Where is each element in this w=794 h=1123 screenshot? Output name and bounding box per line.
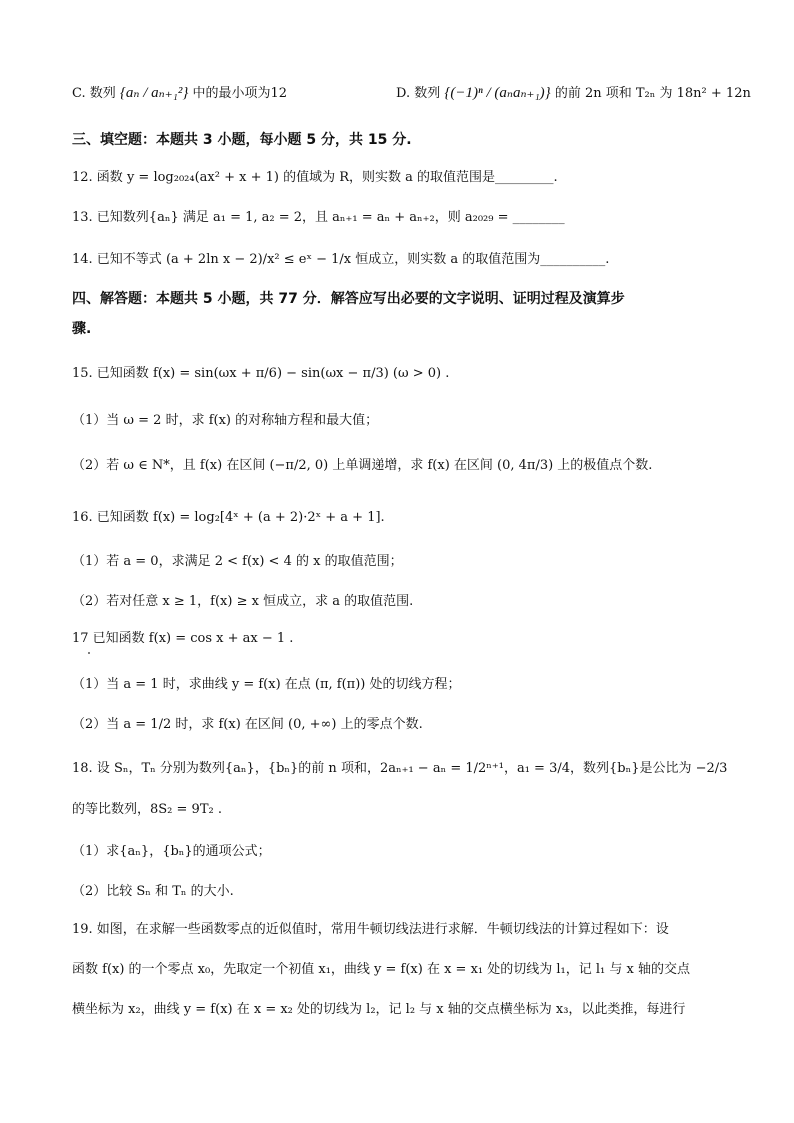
question-16-stem: 16. 已知函数 f(x) = log₂[4ˣ + (a + 2)·2ˣ + a + 1]. xyxy=(72,510,385,525)
option-c-label: C. xyxy=(72,86,86,101)
question-14: 14. 已知不等式 (a + 2ln x − 2)/x² ≤ eˣ − 1/x 恒成立，则实数 a 的取值范围为__________. xyxy=(72,252,610,267)
question-17-part1: （1）当 a = 1 时，求曲线 y = f(x) 在点 (π, f(π)) 处的切线方程； xyxy=(72,677,461,692)
question-17-part2: （2）当 a = 1/2 时，求 f(x) 在区间 (0, +∞) 上的零点个数. xyxy=(72,717,423,732)
section4-title-line1: 四、解答题：本题共 5 小题，共 77 分．解答应写出必要的文字说明、证明过程及演算步 xyxy=(72,291,625,307)
question-18-stem-line1: 18. 设 Sₙ，Tₙ 分别为数列{aₙ}，{bₙ}的前 n 项和，2aₙ₊₁ − aₙ = 1/2ⁿ⁺¹，a₁ = 3/4，数列{bₙ}是公比为 −2/3 xyxy=(72,761,728,776)
option-d-label: D. xyxy=(396,86,411,101)
option-d-suffix: 的前 2n 项和 T₂ₙ 为 18n² + 12n xyxy=(554,86,751,101)
option-c-text: 数列 xyxy=(89,86,116,101)
question-16-part2: （2）若对任意 x ≥ 1，f(x) ≥ x 恒成立，求 a 的取值范围. xyxy=(72,594,414,609)
question-13: 13. 已知数列{aₙ} 满足 a₁ = 1, a₂ = 2，且 aₙ₊₁ = aₙ + aₙ₊₂，则 a₂₀₂₉ = ________ xyxy=(72,210,565,225)
option-c xyxy=(72,82,287,102)
question-15-part1: （1）当 ω = 2 时，求 f(x) 的对称轴方程和最大值； xyxy=(72,413,379,428)
question-17-stem: 17 已知函数 f(x) = cos x + ax − 1 . xyxy=(72,631,294,646)
question-18-stem-line2: 的等比数列，8S₂ = 9T₂ . xyxy=(72,802,222,817)
question-12: 12. 函数 y = log₂₀₂₄(ax² + x + 1) 的值域为 R，则实数 a 的取值范围是_________. xyxy=(72,170,558,185)
question-18-part1: （1）求{aₙ}，{bₙ}的通项公式； xyxy=(72,844,271,859)
question-19-line2: 函数 f(x) 的一个零点 x₀，先取定一个初值 x₁，曲线 y = f(x) 在 x = x₁ 处的切线为 l₁，记 l₁ 与 x 轴的交点 xyxy=(72,962,690,977)
question-19-line3: 横坐标为 x₂，曲线 y = f(x) 在 x = x₂ 处的切线为 l₂，记 l₂ 与 x 轴的交点横坐标为 x₃，以此类推，每进行 xyxy=(72,1002,686,1017)
question-19-line1: 19. 如图，在求解一些函数零点的近似值时，常用牛顿切线法进行求解．牛顿切线法的计算过程如下：设 xyxy=(72,922,669,937)
section4-title-line2: 骤. xyxy=(72,321,92,337)
question-15-part2: （2）若 ω ∈ N*，且 f(x) 在区间 (−π/2, 0) 上单调递增，求 f(x) 在区间 (0, 4π/3) 上的极值点个数. xyxy=(72,458,653,473)
section3-title: 三、填空题：本题共 3 小题，每小题 5 分，共 15 分. xyxy=(72,132,412,148)
question-18-part2: （2）比较 Sₙ 和 Tₙ 的大小. xyxy=(72,884,234,899)
option-d xyxy=(396,82,751,102)
option-d-text: 数列 xyxy=(414,86,441,101)
option-c-suffix: 中的最小项为12 xyxy=(192,86,288,101)
option-d-formula: {(−1)ⁿ / (aₙaₙ₊₁)} xyxy=(444,85,551,101)
question-15-stem: 15. 已知函数 f(x) = sin(ωx + π/6) − sin(ωx − π/3) (ω > 0) . xyxy=(72,366,450,381)
stray-dot xyxy=(88,652,90,654)
question-16-part1: （1）若 a = 0，求满足 2 < f(x) < 4 的 x 的取值范围； xyxy=(72,554,403,569)
option-c-formula: {aₙ / aₙ₊₁²} xyxy=(119,85,189,101)
